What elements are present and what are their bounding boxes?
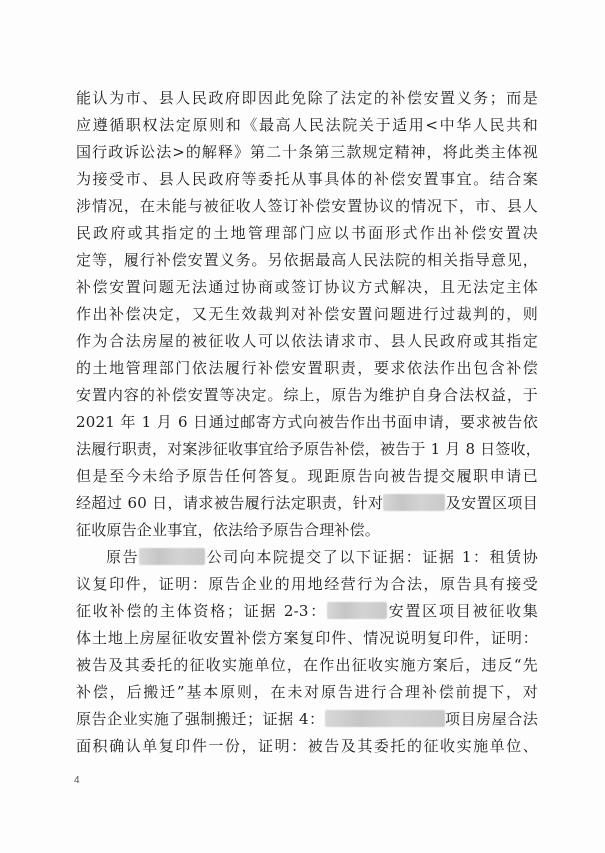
text-line: 2021 年 1 月 6 日通过邮寄方式向被告作出书面申请，要求被告依 bbox=[76, 413, 538, 431]
text-line: 作出补偿决定，又无生效裁判对补偿安置问题进行过裁判的，则 bbox=[76, 305, 538, 323]
text-segment: 原告企业实施了强制搬迁；证据 4： bbox=[76, 710, 325, 728]
redaction-block bbox=[383, 494, 445, 511]
text-line: 定等，履行补偿安置义务。另依据最高人民法院的相关指导意见， bbox=[76, 251, 538, 269]
text-segment: 公司向本院提交了以下证据：证据 1：租赁协 bbox=[205, 548, 539, 566]
text-line-redacted bbox=[76, 707, 538, 731]
text-line: 补偿安置问题无法通过协商或签订协议方式解决，且无法定主体 bbox=[76, 278, 538, 296]
text-line: 但是至今未给予原告任何答复。现距原告向被告提交履职申请已 bbox=[76, 467, 538, 485]
text-line: 国行政诉讼法>的解释》第二十条第三款规定精神，将此类主体视 bbox=[76, 143, 538, 161]
text-line: 补偿，后搬迁”基本原则，在未对原告进行合理补偿前提下，对 bbox=[76, 683, 538, 701]
text-line: 被告及其委托的征收实施单位，在作出征收实施方案后，违反“先 bbox=[76, 656, 538, 674]
page-number: 4 bbox=[74, 775, 80, 786]
text-segment: 经超过 60 日，请求被告履行法定职责，针对 bbox=[76, 494, 384, 512]
text-line: 体土地上房屋征收安置补偿方案复印件、情况说明复印件，证明： bbox=[76, 629, 538, 647]
text-line: 为接受市、县人民政府等委托从事具体的补偿安置事宜。结合案 bbox=[76, 170, 538, 188]
text-line: 征收原告企业事宜，依法给予原告合理补偿。 bbox=[76, 521, 381, 539]
text-line: 民政府或其指定的土地管理部门应以书面形式作出补偿安置决 bbox=[76, 224, 538, 242]
text-segment: 及安置区项目 bbox=[445, 494, 539, 512]
text-segment: 征收补偿的主体资格；证据 2-3： bbox=[76, 602, 327, 620]
text-line: 能认为市、县人民政府即因此免除了法定的补偿安置义务；而是 bbox=[76, 89, 538, 107]
text-line: 法履行职责，对案涉征收事宜给予原告补偿，被告于 1 月 8 日签收， bbox=[76, 440, 541, 458]
text-line-redacted bbox=[76, 599, 538, 623]
text-segment: 原告 bbox=[106, 548, 140, 566]
redaction-block bbox=[327, 602, 387, 619]
paragraph-first-line bbox=[106, 545, 538, 569]
text-line: 应遵循职权法定原则和《最高人民法院关于适用<中华人民共和 bbox=[76, 116, 538, 134]
text-line-redacted bbox=[76, 491, 538, 515]
text-line: 面积确认单复印件一份，证明：被告及其委托的征收实施单位、 bbox=[76, 737, 538, 755]
text-segment: 项目房屋合法 bbox=[444, 710, 538, 728]
text-line: 的土地管理部门依法履行补偿安置职责，要求依法作出包含补偿 bbox=[76, 359, 538, 377]
text-line: 涉情况，在未能与被征收人签订补偿安置协议的情况下，市、县人 bbox=[76, 197, 538, 215]
redaction-block bbox=[139, 548, 205, 565]
text-line: 作为合法房屋的被征收人可以依法请求市、县人民政府或其指定 bbox=[76, 332, 538, 350]
redaction-block bbox=[325, 710, 445, 727]
text-line: 议复印件，证明：原告企业的用地经营行为合法，原告具有接受 bbox=[76, 575, 538, 593]
text-segment: 安置区项目被征收集 bbox=[387, 602, 538, 620]
text-line: 安置内容的补偿安置等决定。综上，原告为维护自身合法权益，于 bbox=[76, 386, 538, 404]
